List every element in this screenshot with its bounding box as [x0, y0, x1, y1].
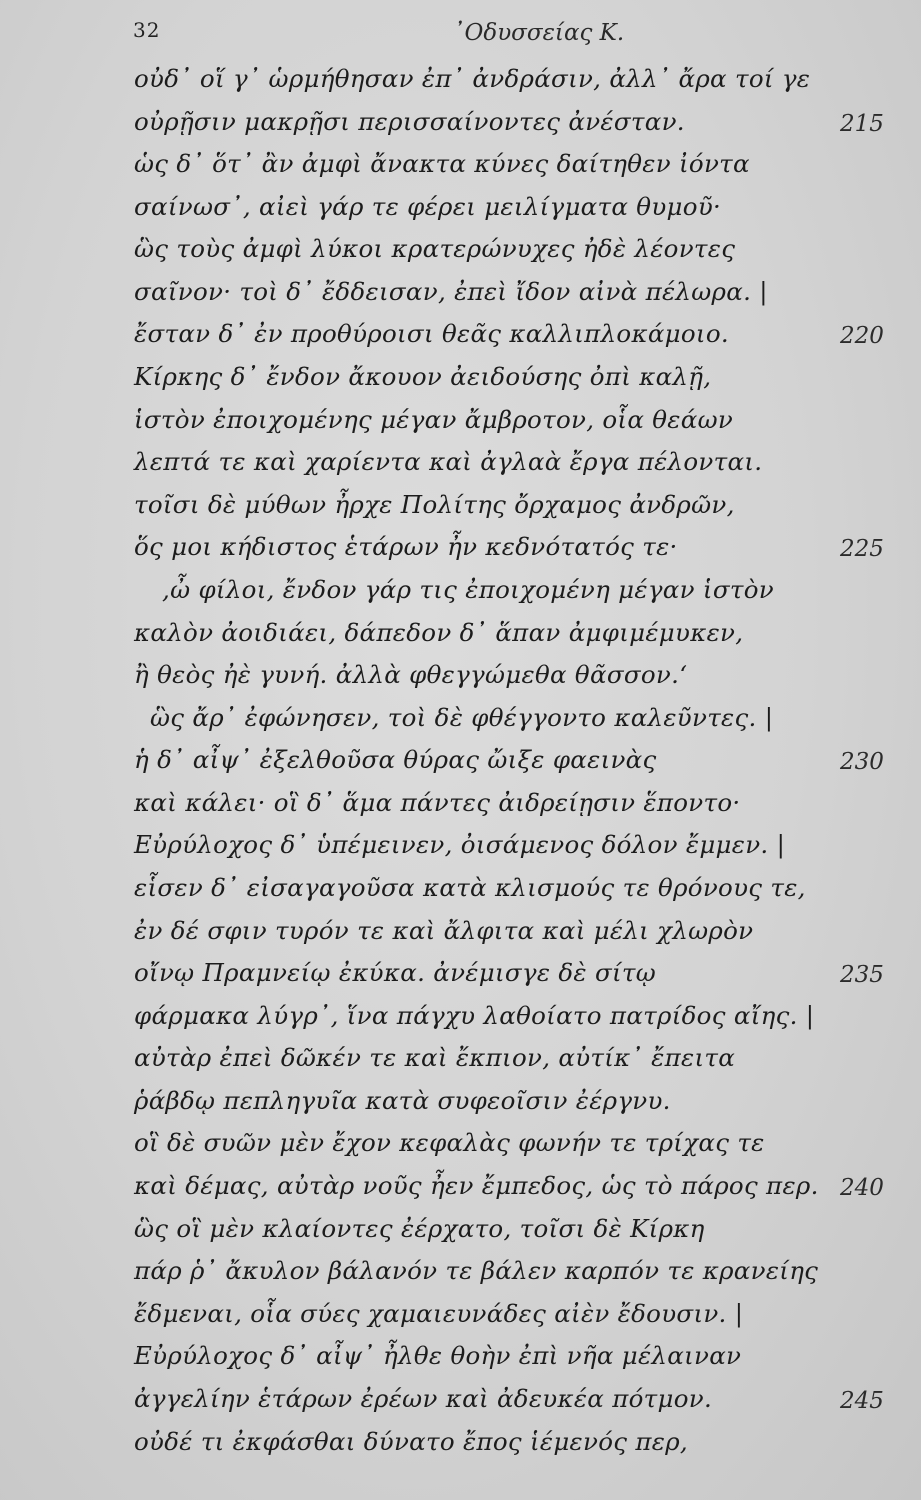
verse-line-text: ἔδμεναι, οἷα σύες χαμαιευνάδες αἰὲν ἔδουσιν. |: [134, 1298, 744, 1328]
verse-line-text: τοῖσι δὲ μύθων ἦρχε Πολίτης ὄρχαμος ἀνδρῶν,: [134, 489, 735, 519]
line-number: 235: [840, 962, 884, 989]
verse-line-text: οἴνῳ Πραμνείῳ ἐκύκα. ἀνέμισγε δὲ σίτῳ: [134, 958, 657, 988]
verse-line-text: Εὐρύλοχος δ᾿ ὑπέμεινεν, ὀισάμενος δόλον ἔμμεν. |: [134, 830, 786, 860]
verse-line: [0, 441, 921, 484]
verse-line: [0, 952, 921, 995]
verse-line: [0, 995, 921, 1038]
verse-line-text: οὐδ᾿ οἵ γ᾿ ὡρμήθησαν ἐπ᾿ ἀνδράσιν, ἀλλ᾿ ἄρα τοί γε: [134, 64, 811, 93]
verse-line-text: λεπτά τε καὶ χαρίεντα καὶ ἀγλαὰ ἔργα πέλονται.: [134, 447, 763, 477]
line-number: 230: [840, 749, 884, 776]
verse-line-text: ἡ δ᾿ αἶψ᾿ ἐξελθοῦσα θύρας ὤιξε φαεινὰς: [134, 745, 657, 775]
verse-line: [0, 228, 921, 271]
verse-line-text: ὣς τοὺς ἀμφὶ λύκοι κρατερώνυχες ἠδὲ λέοντες: [134, 234, 736, 264]
verse-line: [0, 1208, 921, 1251]
verse-line: [0, 271, 921, 314]
verse-line-text: καὶ δέμας, αὐτὰρ νοῦς ἦεν ἔμπεδος, ὡς τὸ πάρος περ.: [134, 1171, 819, 1201]
verse-text-block: [0, 58, 921, 1463]
verse-line: [0, 484, 921, 527]
verse-line: [0, 356, 921, 399]
line-number: 215: [840, 110, 884, 137]
verse-line-text: ἐν δέ σφιν τυρόν τε καὶ ἄλφιτα καὶ μέλι χλωρὸν: [134, 915, 754, 945]
verse-line-text: ὣς οἳ μὲν κλαίοντες ἐέρχατο, τοῖσι δὲ Κίρκη: [134, 1213, 705, 1243]
verse-line-text: αὐτὰρ ἐπεὶ δῶκέν τε καὶ ἔκπιον, αὐτίκ᾿ ἔπειτα: [134, 1043, 736, 1073]
verse-line: [0, 910, 921, 953]
verse-line-text: καὶ κάλει· οἳ δ᾿ ἅμα πάντες ἀιδρείῃσιν ἕποντο·: [134, 787, 741, 817]
verse-line: [0, 1122, 921, 1165]
verse-line: [0, 399, 921, 442]
verse-line-text: φάρμακα λύγρ᾿, ἵνα πάγχυ λαθοίατο πατρίδος αἴης. |: [134, 1000, 815, 1030]
verse-line: [0, 697, 921, 740]
verse-line-text: ἱστὸν ἐποιχομένης μέγαν ἄμβροτον, οἷα θεάων: [134, 404, 734, 434]
verse-line: [0, 1421, 921, 1464]
verse-line: [0, 58, 921, 101]
verse-line-text: ,ὦ φίλοι, ἔνδον γάρ τις ἐποιχομένη μέγαν ἱστὸν: [162, 574, 774, 604]
verse-line-text: Κίρκης δ᾿ ἔνδον ἄκουον ἀειδούσης ὀπὶ καλῇ,: [134, 362, 712, 392]
verse-line: [0, 143, 921, 186]
verse-line: [0, 1293, 921, 1336]
verse-line-text: εἷσεν δ᾿ εἰσαγαγοῦσα κατὰ κλισμούς τε θρόνους τε,: [134, 872, 806, 902]
verse-line: [0, 824, 921, 867]
verse-line: [0, 867, 921, 910]
verse-line: [0, 101, 921, 144]
verse-line-text: ὅς μοι κήδιστος ἑτάρων ἦν κεδνότατός τε·: [134, 532, 678, 562]
verse-line: [0, 1378, 921, 1421]
verse-line: [0, 739, 921, 782]
verse-line-text: ὣς ἄρ᾿ ἐφώνησεν, τοὶ δὲ φθέγγοντο καλεῦντες. |: [150, 702, 774, 732]
verse-line-text: ἔσταν δ᾿ ἐν προθύροισι θεᾶς καλλιπλοκάμοιο.: [134, 319, 729, 349]
verse-line-text: οὐρῇσιν μακρῇσι περισσαίνοντες ἀνέσταν.: [134, 106, 685, 136]
verse-line-text: οἳ δὲ συῶν μὲν ἔχον κεφαλὰς φωνήν τε τρίχας τε: [134, 1128, 765, 1158]
verse-line: [0, 1165, 921, 1208]
verse-line-text: πάρ ῥ᾿ ἄκυλον βάλανόν τε βάλεν καρπόν τε κρανείης: [134, 1256, 819, 1286]
line-number: 220: [840, 323, 884, 350]
verse-line: [0, 654, 921, 697]
page-number: 32: [133, 18, 161, 42]
verse-line: [0, 1250, 921, 1293]
verse-line: [0, 526, 921, 569]
line-number: 245: [840, 1387, 884, 1414]
verse-line: [0, 1080, 921, 1123]
verse-line: [0, 313, 921, 356]
verse-line-text: Εὐρύλοχος δ᾿ αἶψ᾿ ἦλθε θοὴν ἐπὶ νῆα μέλαιναν: [134, 1341, 742, 1371]
line-number: 240: [840, 1175, 884, 1202]
verse-line: [0, 612, 921, 655]
verse-line-text: καλὸν ἀοιδιάει, δάπεδον δ᾿ ἅπαν ἀμφιμέμυκεν,: [134, 617, 744, 647]
verse-line-text: ὡς δ᾿ ὅτ᾿ ἂν ἀμφὶ ἄνακτα κύνες δαίτηθεν ἰόντα: [134, 149, 750, 179]
verse-line-text: ῥάβδῳ πεπληγυῖα κατὰ συφεοῖσιν ἐέργνυ.: [134, 1085, 671, 1115]
line-number: 225: [840, 536, 884, 563]
running-head: ᾿Οδυσσείας Κ.: [453, 20, 625, 46]
verse-line: [0, 782, 921, 825]
verse-line-text: οὐδέ τι ἐκφάσθαι δύνατο ἔπος ἱέμενός περ,: [134, 1426, 689, 1456]
verse-line-text: σαῖνον· τοὶ δ᾿ ἔδδεισαν, ἐπεὶ ἴδον αἰνὰ πέλωρα. |: [134, 276, 768, 306]
verse-line-text: σαίνωσ᾿, αἰεὶ γάρ τε φέρει μειλίγματα θυμοῦ·: [134, 191, 722, 221]
verse-line-text: ἢ θεὸς ἠὲ γυνή. ἀλλὰ φθεγγώμεθα θᾶσσον.‘: [134, 660, 688, 690]
verse-line-text: ἀγγελίην ἑτάρων ἐρέων καὶ ἀδευκέα πότμον.: [134, 1383, 713, 1413]
verse-line: [0, 186, 921, 229]
verse-line: [0, 1335, 921, 1378]
verse-line: [0, 569, 921, 612]
verse-line: [0, 1037, 921, 1080]
